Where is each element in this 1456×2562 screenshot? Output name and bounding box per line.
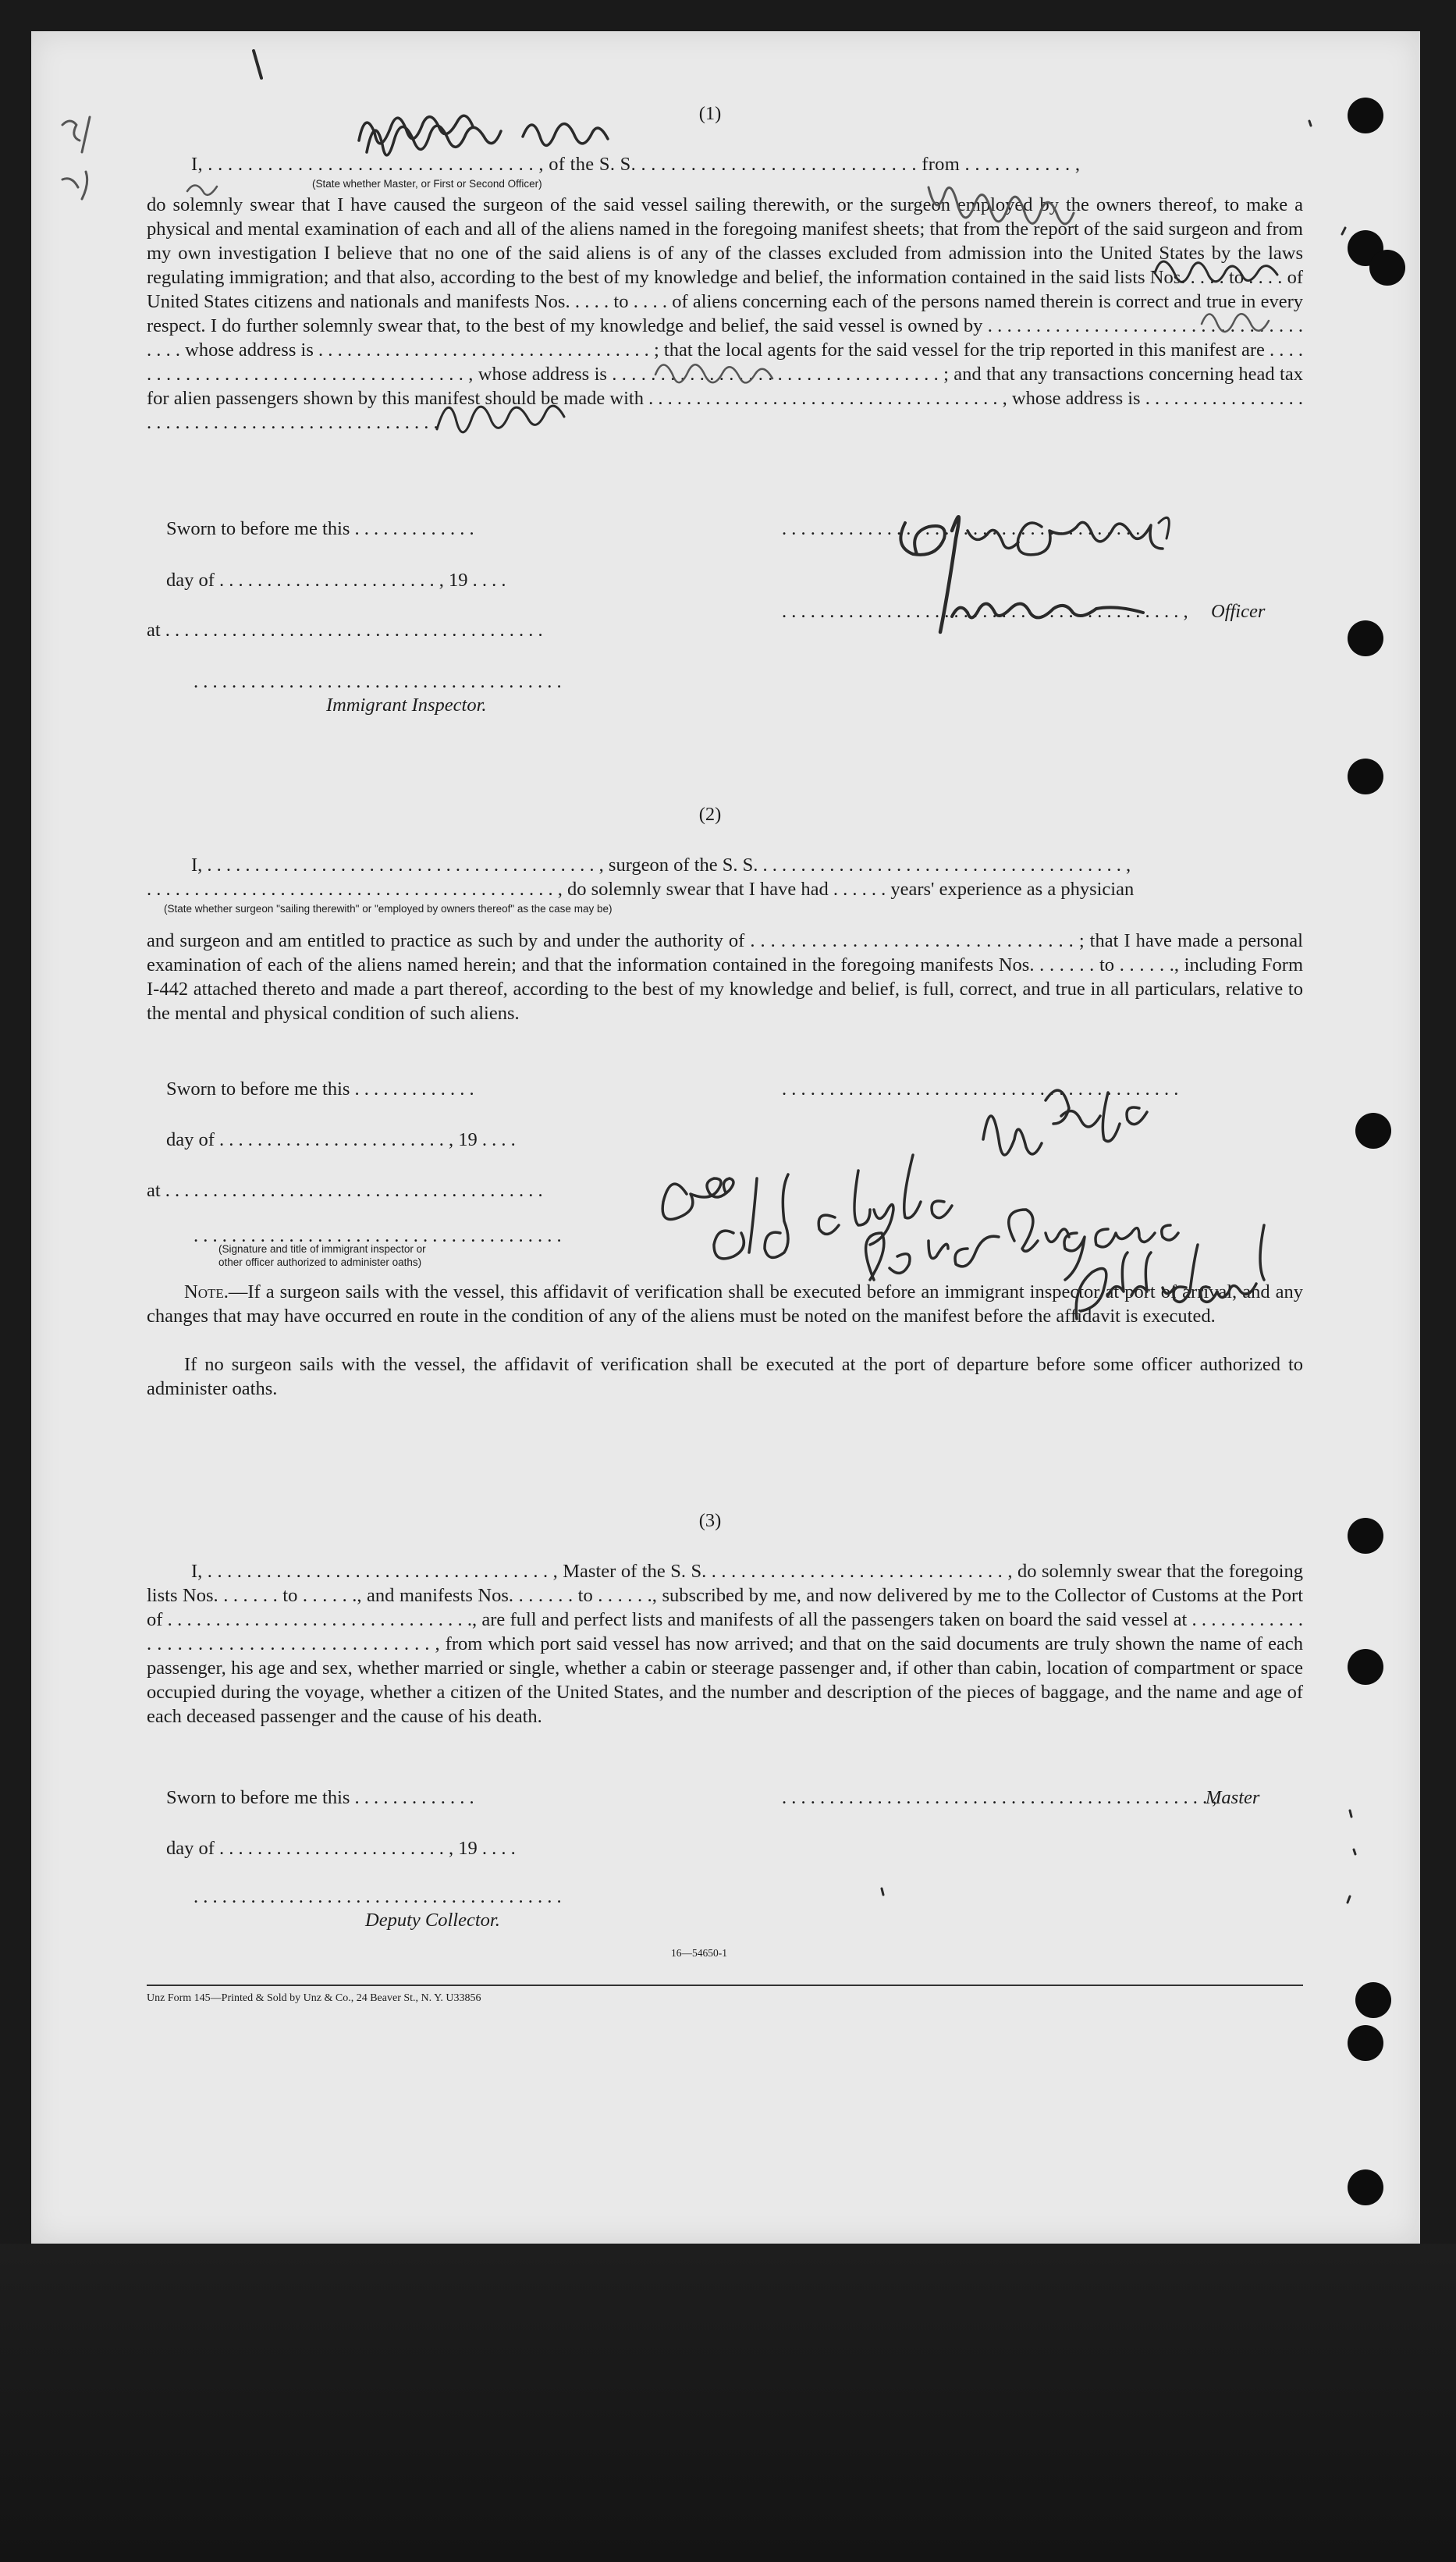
note-label: Note. xyxy=(184,1281,229,1302)
section-2-oath-text: and surgeon and am entitled to practice as such by and under the authority of . . . . . . . . . . . . . . . . . . . . . . . . . . . . . . . . ; that I have made a personal examination of each of the aliens named herein; and that the information contained in the foregoing manifests Nos. . . . . . . to . . . . . ., including Form I-442 attached thereto and made a part thereof, according to the best of my knowledge and belief, is full, correct, and true in all particulars, relative to the mental and physical condition of such aliens. xyxy=(147,930,1303,1024)
section-1-inspector-sig-dots: . . . . . . . . . . . . . . . . . . . . . . . . . . . . . . . . . . . . . . . xyxy=(194,671,562,692)
punch-hole xyxy=(1348,1649,1383,1685)
section-2-number: (2) xyxy=(698,804,722,825)
punch-hole xyxy=(1348,759,1383,794)
section-1-first-line: I, . . . . . . . . . . . . . . . . . . . . . . . . . . . . . . . . . , of the S. S. . . . . . . . . . . . . . . . . . . . . . . . . . . . . from . . . . . . . . . . . , xyxy=(191,154,1081,175)
section-2-note-1 xyxy=(147,1280,1303,1328)
section-1-officer-label: Officer xyxy=(1211,601,1266,622)
section-3-number: (3) xyxy=(698,1510,722,1531)
punch-hole xyxy=(1348,2169,1383,2205)
punch-hole xyxy=(1355,1113,1391,1149)
section-1-day-line: day of . . . . . . . . . . . . . . . . . . . . . . . , 19 . . . . xyxy=(166,570,506,591)
section-3-day-line: day of . . . . . . . . . . . . . . . . . . . . . . . . , 19 . . . . xyxy=(166,1838,516,1859)
section-1-oath-text: do solemnly swear that I have caused the surgeon of the said vessel sailing therewith, or the surgeon employed by the owners thereof, to make a physical and mental examination of each and all of the aliens named in the foregoing manifest sheets; that from the report of the said surgeon and from my own investigation I believe that no one of the said aliens is of any of the classes excluded from admission into the United States by the laws regulating immigration; and that also, according to the best of my knowledge and belief, the information contained in the said lists Nos. . . . . to . . . . of United States citizens and nationals and manifests Nos. . . . . to . . . . of aliens concerning each of the persons named therein is correct and true in every respect. I do further solemnly swear that, to the best of my knowledge and belief, the said vessel is owned by . . . . . . . . . . . . . . . . . . . . . . . . . . . . . . . . . . . . . whose address is . . . . . . . . . . . . . . . . . . . . . . . . . . . . . . . . . . . ; that the local agents for the said vessel for the trip reported in this manifest are . . . . . . . . . . . . . . . . . . . . . . . . . . . . . . . . . . . . . , whose address is . . . . . . . . . . . . . . . . . . . . . . . . . . . . . . . . . . ; and that any transactions concerning head tax for alien passengers shown by this manifest should be made with . . . . . . . . . . . . . . . . . . . . . . . . . . . . . . . . . . . . . , whose address is . . . . . . . . . . . . . . . . . . . . . . . . . . . . . . . . . . . . . . . . . . . . . . . . xyxy=(147,194,1303,433)
footer-rule xyxy=(147,1985,1303,1986)
section-2-surgeon-sig-dots: . . . . . . . . . . . . . . . . . . . . . . . . . . . . . . . . . . . . . . . . . . xyxy=(782,1078,1179,1100)
section-2-first-line: I, . . . . . . . . . . . . . . . . . . . . . . . . . . . . . . . . . . . . . . . . . , surgeon of the S. S. . . . . . . . . . . . . . . . . . . . . . . . . . . . . . . . . . . . . . . , xyxy=(191,855,1131,876)
punch-hole xyxy=(1348,98,1383,133)
section-2-note-2: If no surgeon sails with the vessel, the affidavit of verification shall be executed at the port of departure before some officer authorized to administer oaths. xyxy=(147,1354,1303,1399)
section-1-sworn-line: Sworn to before me this . . . . . . . . . . . . . xyxy=(166,518,474,539)
section-1-officer-caption: (State whether Master, or First or Second Officer) xyxy=(312,178,542,190)
punch-hole xyxy=(1355,1982,1391,2018)
section-2-sig-caption-1: (Signature and title of immigrant inspector or xyxy=(218,1243,426,1255)
section-3-collector-label: Deputy Collector. xyxy=(365,1910,500,1931)
punch-hole xyxy=(1348,620,1383,656)
printer-imprint: Unz Form 145—Printed & Sold by Unz & Co., 24 Beaver St., N. Y. U33856 xyxy=(147,1992,481,2004)
section-2-sworn-line: Sworn to before me this . . . . . . . . . . . . . xyxy=(166,1078,474,1100)
scan-background xyxy=(0,2244,1456,2562)
form-sheet xyxy=(31,31,1420,2244)
section-1-at-line: at . . . . . . . . . . . . . . . . . . . . . . . . . . . . . . . . . . . . . . . . xyxy=(147,620,543,641)
section-3-sworn-line: Sworn to before me this . . . . . . . . . . . . . xyxy=(166,1787,474,1808)
section-3-oath-text: I, . . . . . . . . . . . . . . . . . . . . . . . . . . . . . . . . . . . , Master of the S. S. . . . . . . . . . . . . . . . . . . . . . . . . . . . . . . , do solemnly swear that the foregoing lists Nos. . . . . . . to . . . . . ., and manifests Nos. . . . . . . to . . . . . ., subscribed by me, and now delivered by me to the Collector of Customs at the Port of . . . . . . . . . . . . . . . . . . . . . . . . . . . . . . . ., are full and perfect lists and manifests of all the passengers taken on board the said vessel at . . . . . . . . . . . . . . . . . . . . . . . . . . . . . . . . . . . . . . . . , from which port said vessel has now arrived; and that on the said documents are truly shown the name of each passenger, his age and sex, whether married or single, whether a cabin or steerage passenger and, if other than cabin, location of compartment or space occupied during the voyage, whether a citizen of the United States, and the number and description of the pieces of baggage, and the name and age of each deceased passenger and the cause of his death. xyxy=(147,1561,1303,1727)
section-2-sig-caption-2: other officer authorized to administer oaths) xyxy=(218,1256,422,1268)
section-1-number: (1) xyxy=(698,103,722,124)
section-1-officer-sig-dots: . . . . . . . . . . . . . . . . . . . . . . . . . . . . . . . . . . . . . . . . . . , xyxy=(782,601,1188,622)
punch-hole xyxy=(1348,2025,1383,2061)
section-3-collector-sig-dots: . . . . . . . . . . . . . . . . . . . . . . . . . . . . . . . . . . . . . . . xyxy=(194,1886,562,1907)
section-1-signature-dots: . . . . . . . . . . . . . . . . . . . . . . . . . . . . . . . . . . . . . . xyxy=(782,518,1141,539)
punch-hole xyxy=(1369,250,1405,286)
punch-hole xyxy=(1348,1518,1383,1554)
officer-signature xyxy=(862,492,1299,648)
section-2-second-line: . . . . . . . . . . . . . . . . . . . . . . . . . . . . . . . . . . . . . . . . . . . , do solemnly swear that I have had . . . . . . years' experience as a physician xyxy=(147,879,1135,900)
section-1-inspector-label: Immigrant Inspector. xyxy=(326,695,487,716)
note-1-text: —If a surgeon sails with the vessel, this affidavit of verification shall be executed before an immigrant inspector at port of arrival, and any changes that may have occurred en route in the condition of any of the aliens must be noted on the manifest before the affidavit is executed. xyxy=(147,1281,1303,1327)
section-2-inspector-sig-dots: . . . . . . . . . . . . . . . . . . . . . . . . . . . . . . . . . . . . . . . xyxy=(194,1225,562,1246)
section-2-at-line: at . . . . . . . . . . . . . . . . . . . . . . . . . . . . . . . . . . . . . . . . xyxy=(147,1180,543,1201)
stray-ink-marks-center xyxy=(874,1881,905,1912)
section-2-day-line: day of . . . . . . . . . . . . . . . . . . . . . . . . , 19 . . . . xyxy=(166,1129,516,1150)
section-3-master-label: Master xyxy=(1206,1787,1260,1808)
section-2-surgeon-caption: (State whether surgeon "sailing therewith" or "employed by owners thereof" as the case may be) xyxy=(164,903,613,915)
section-3-master-sig-dots: . . . . . . . . . . . . . . . . . . . . . . . . . . . . . . . . . . . . . . . . . . . . . , xyxy=(782,1787,1217,1808)
form-code: 16—54650-1 xyxy=(671,1947,727,1959)
